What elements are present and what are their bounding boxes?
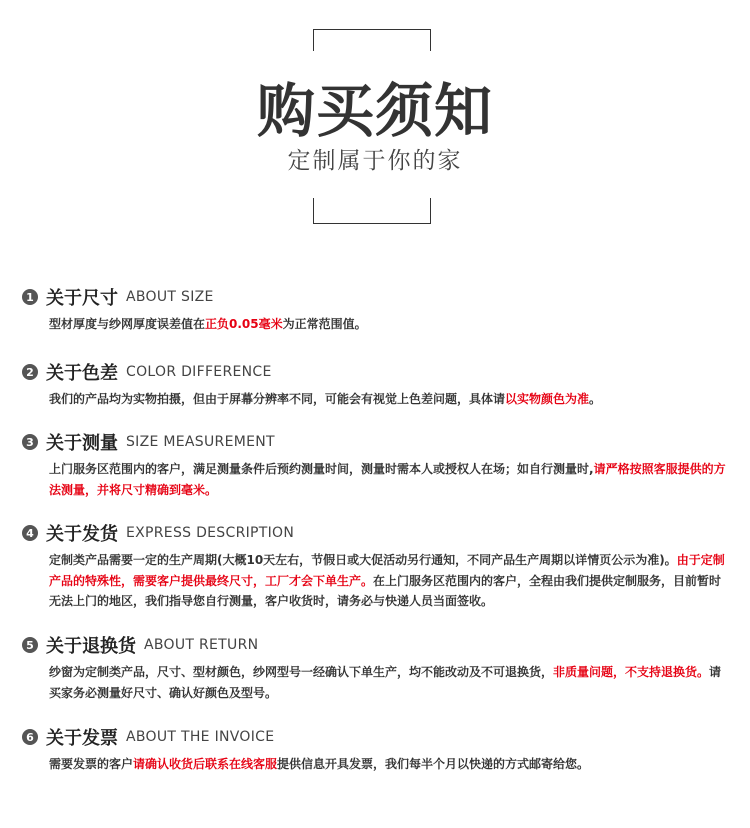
text-segment: 。: [589, 392, 602, 406]
page-title: 购买须知: [256, 77, 493, 145]
section-subtitle-en: ABOUT SIZE: [126, 289, 214, 305]
number-5-icon: 5: [22, 637, 38, 653]
section-header: [22, 429, 732, 455]
highlight-segment: 由于定制产品的特殊性，需要客户提供最终尺寸，工厂才会下单生产。: [49, 553, 725, 588]
section-shipping: [22, 520, 732, 612]
section-color: [22, 359, 732, 410]
section-measurement: [22, 429, 732, 500]
section-title: 关于发票: [46, 728, 118, 749]
section-subtitle-en: ABOUT THE INVOICE: [126, 729, 275, 745]
section-returns: [22, 632, 732, 703]
highlight-segment: 非质量问题，不支持退换货。: [553, 665, 710, 679]
number-1-icon: 1: [22, 289, 38, 305]
section-title: 关于测量: [46, 433, 118, 454]
text-segment: 请买家务必测量好尺寸、确认好颜色及型号。: [49, 665, 722, 700]
section-body: [49, 314, 729, 335]
highlight-segment: 以实物颜色为准: [505, 392, 590, 406]
title-frame-bottom: [313, 198, 431, 224]
number-4-icon: 4: [22, 525, 38, 541]
section-invoice: [22, 724, 732, 775]
number-3-icon: 3: [22, 434, 38, 450]
text-segment: 定制类产品需要一定的生产周期(大概10天左右，节假日或大促活动另行通知，不同产品生产周期以详情页公示为准)。: [49, 553, 677, 567]
text-segment: 纱窗为定制类产品，尺寸、型材颜色，纱网型号一经确认下单生产，均不能改动及不可退换货，: [49, 665, 554, 679]
section-subtitle-en: ABOUT RETURN: [144, 637, 259, 653]
section-size: [22, 284, 732, 335]
highlight-segment: 正负0.05毫米: [205, 317, 283, 331]
page-subtitle: 定制属于你的家: [287, 148, 463, 174]
text-segment: 在上门服务区范围内的客户，全程由我们提供定制服务，目前暂时无法上门的地区，我们指导您自行测量，客户收货时，请务必与快递人员当面签收。: [49, 573, 722, 608]
number-2-icon: 2: [22, 364, 38, 380]
section-header: [22, 632, 732, 658]
section-title: 关于发货: [46, 524, 118, 545]
section-body: [49, 662, 729, 703]
section-header: [22, 520, 732, 546]
highlight-segment: 请严格按照客服提供的方法测量，并将尺寸精确到毫米。: [49, 462, 726, 497]
section-body: [49, 550, 729, 612]
highlight-segment: 请确认收货后联系在线客服: [133, 757, 278, 771]
text-segment: 提供信息开具发票，我们每半个月以快递的方式邮寄给您。: [277, 757, 590, 771]
section-subtitle-en: SIZE MEASUREMENT: [126, 434, 275, 450]
text-segment: 需要发票的客户: [49, 757, 134, 771]
text-segment: 我们的产品均为实物拍摄，但由于屏幕分辨率不同，可能会有视觉上色差问题，具体请: [49, 392, 506, 406]
section-body: [49, 389, 729, 410]
section-subtitle-en: EXPRESS DESCRIPTION: [126, 525, 295, 541]
section-body: [49, 459, 729, 500]
text-segment: 上门服务区范围内的客户，满足测量条件后预约测量时间，测量时需本人或授权人在场；如自行测量时,: [49, 462, 594, 476]
section-title: 关于色差: [46, 363, 118, 384]
text-segment: 为正常范围值。: [282, 317, 367, 331]
title-frame-top: [313, 29, 431, 51]
section-title: 关于尺寸: [46, 288, 118, 309]
text-segment: 型材厚度与纱网厚度误差值在: [49, 317, 206, 331]
section-title: 关于退换货: [46, 636, 136, 657]
section-subtitle-en: COLOR DIFFERENCE: [126, 364, 272, 380]
number-6-icon: 6: [22, 729, 38, 745]
section-body: [49, 754, 729, 775]
section-header: [22, 359, 732, 385]
section-header: [22, 724, 732, 750]
section-header: [22, 284, 732, 310]
